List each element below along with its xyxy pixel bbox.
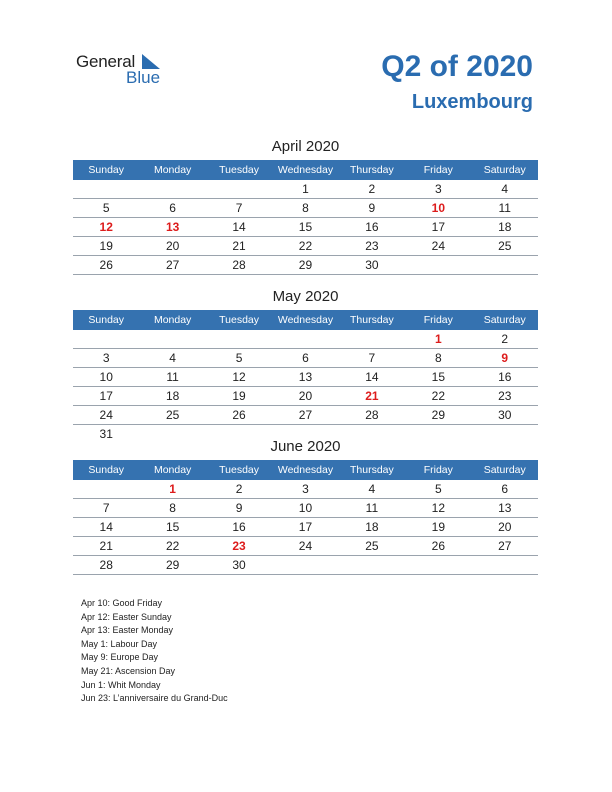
weekday-label: Sunday (88, 464, 125, 476)
holiday-date: 21 (365, 389, 379, 403)
holiday-date: 12 (99, 220, 113, 234)
day-cell (206, 330, 272, 348)
day-cell: 16 (498, 370, 512, 384)
day-cell (339, 556, 405, 574)
month-calendar (73, 286, 538, 443)
day-cell (472, 556, 538, 574)
weekday-label: Friday (423, 314, 453, 326)
day-cell (339, 330, 405, 348)
day-cell: 22 (298, 239, 313, 253)
day-cell: 25 (498, 239, 512, 253)
day-cell: 24 (298, 539, 313, 553)
weekday-label: Wednesday (277, 464, 334, 476)
day-cell: 24 (99, 408, 113, 422)
day-cell: 2 (235, 482, 243, 496)
week-row (73, 518, 538, 537)
day-cell: 27 (498, 539, 512, 553)
day-cell: 22 (165, 539, 180, 553)
weekday-label: Sunday (88, 164, 125, 176)
day-cell (73, 480, 139, 498)
day-cell: 27 (298, 408, 313, 422)
weekday-label: Thursday (350, 314, 394, 326)
week-row (73, 349, 538, 368)
holiday-list-item: May 1: Labour Day (81, 638, 158, 649)
day-cell: 31 (99, 427, 113, 441)
country-name: Luxembourg (411, 91, 533, 113)
day-cell: 28 (232, 258, 246, 272)
holiday-date: 23 (232, 539, 246, 553)
day-cell: 18 (498, 220, 512, 234)
week-row (73, 537, 538, 556)
day-cell (73, 180, 139, 198)
day-cell: 21 (99, 539, 113, 553)
day-cell: 19 (99, 239, 113, 253)
page-title: Q2 of 2020 (381, 50, 533, 83)
day-cell: 20 (298, 389, 313, 403)
weekday-label: Saturday (483, 164, 526, 176)
weekday-label: Saturday (483, 314, 526, 326)
day-cell: 6 (302, 351, 309, 365)
day-cell: 5 (102, 201, 110, 215)
day-cell: 15 (165, 520, 180, 534)
day-cell: 29 (431, 408, 445, 422)
day-cell: 2 (368, 182, 376, 196)
weekday-header (73, 460, 538, 480)
day-cell: 28 (99, 558, 113, 572)
weekday-label: Friday (423, 164, 453, 176)
day-cell: 14 (232, 220, 246, 234)
week-row (73, 480, 538, 499)
weekday-label: Wednesday (277, 314, 334, 326)
weekday-label: Tuesday (219, 464, 259, 476)
day-cell: 16 (365, 220, 379, 234)
weekday-label: Thursday (350, 164, 394, 176)
weekday-header (73, 310, 538, 330)
weekday-label: Monday (153, 314, 192, 326)
day-cell: 17 (99, 389, 113, 403)
day-cell: 11 (498, 201, 511, 215)
day-cell: 11 (365, 501, 379, 515)
day-cell: 30 (232, 558, 246, 572)
day-cell: 26 (431, 539, 445, 553)
day-cell: 26 (232, 408, 246, 422)
weekday-label: Tuesday (219, 314, 259, 326)
week-row (73, 556, 538, 575)
day-cell: 9 (368, 201, 376, 215)
day-cell: 20 (498, 520, 512, 534)
weekday-label: Wednesday (277, 164, 334, 176)
holiday-date: 10 (431, 201, 445, 215)
day-cell (472, 256, 538, 274)
day-cell: 17 (431, 220, 445, 234)
day-cell: 3 (302, 482, 309, 496)
weekday-label: Sunday (88, 314, 125, 326)
month-title: June 2020 (270, 438, 341, 455)
week-row (73, 180, 538, 199)
day-cell (272, 556, 338, 574)
week-row (73, 406, 538, 425)
day-cell: 27 (165, 258, 180, 272)
holiday-list-item: May 21: Ascension Day (81, 665, 176, 676)
holiday-list-item: Apr 10: Good Friday (81, 598, 163, 608)
day-cell: 28 (365, 408, 379, 422)
day-cell: 5 (434, 482, 442, 496)
month-calendar (73, 136, 538, 275)
day-cell: 8 (169, 501, 176, 515)
logo-text-general: General (76, 52, 136, 71)
weekday-label: Thursday (350, 464, 394, 476)
day-cell (272, 330, 338, 348)
day-cell: 6 (169, 201, 176, 215)
day-cell: 13 (498, 501, 512, 515)
day-cell (405, 256, 471, 274)
day-cell: 19 (232, 389, 246, 403)
weekday-header (73, 160, 538, 180)
day-cell: 4 (501, 182, 509, 196)
month-calendar (73, 436, 538, 575)
day-cell: 9 (235, 501, 243, 515)
weekday-label: Monday (153, 464, 192, 476)
day-cell: 18 (365, 520, 379, 534)
day-cell: 7 (368, 351, 376, 365)
day-cell (206, 180, 272, 198)
month-title: April 2020 (271, 138, 340, 155)
holiday-date: 1 (434, 332, 442, 346)
day-cell (139, 330, 205, 348)
holiday-list-item: Jun 23: L’anniversaire du Grand-Duc (81, 693, 228, 704)
holiday-list-item: Apr 12: Easter Sunday (81, 611, 172, 622)
weekday-label: Saturday (483, 464, 526, 476)
day-cell: 14 (99, 520, 113, 534)
week-row (73, 237, 538, 256)
day-cell: 3 (102, 351, 110, 365)
week-row (73, 330, 538, 349)
day-cell: 4 (169, 351, 176, 365)
day-cell: 3 (434, 182, 442, 196)
day-cell: 24 (431, 239, 445, 253)
holiday-list-item: May 9: Europe Day (81, 652, 159, 663)
day-cell: 1 (302, 182, 309, 196)
day-cell: 22 (431, 389, 445, 403)
week-row (73, 218, 538, 237)
week-row (73, 256, 538, 275)
day-cell: 18 (165, 389, 180, 403)
day-cell: 6 (501, 482, 509, 496)
day-cell (139, 180, 205, 198)
day-cell: 5 (235, 351, 243, 365)
month-title: May 2020 (272, 288, 339, 305)
day-cell: 15 (298, 220, 313, 234)
day-cell: 30 (498, 408, 512, 422)
brand-logo (76, 52, 176, 88)
week-row (73, 387, 538, 406)
holiday-date: 13 (165, 220, 180, 234)
weekday-label: Friday (423, 464, 453, 476)
holiday-date: 1 (169, 482, 176, 496)
day-cell (405, 556, 471, 574)
day-cell: 23 (365, 239, 379, 253)
day-cell: 8 (434, 351, 442, 365)
week-row (73, 368, 538, 387)
day-cell: 2 (501, 332, 509, 346)
day-cell: 12 (232, 370, 246, 384)
week-row (73, 199, 538, 218)
day-cell (73, 330, 139, 348)
day-cell: 15 (431, 370, 445, 384)
day-cell: 25 (365, 539, 379, 553)
day-cell: 17 (298, 520, 313, 534)
weekday-label: Tuesday (219, 164, 259, 176)
day-cell: 19 (431, 520, 445, 534)
day-cell: 12 (431, 501, 445, 515)
day-cell: 7 (235, 201, 243, 215)
day-cell: 16 (232, 520, 246, 534)
day-cell: 30 (365, 258, 379, 272)
holiday-date: 9 (501, 351, 509, 365)
day-cell: 7 (102, 501, 110, 515)
day-cell: 10 (298, 501, 313, 515)
holiday-list-item: Jun 1: Whit Monday (81, 679, 161, 690)
holiday-list-item: Apr 13: Easter Monday (81, 625, 174, 636)
day-cell: 10 (99, 370, 113, 384)
day-cell: 29 (298, 258, 313, 272)
weekday-label: Monday (153, 164, 192, 176)
day-cell: 23 (498, 389, 512, 403)
day-cell: 13 (298, 370, 313, 384)
day-cell: 20 (165, 239, 180, 253)
day-cell: 4 (368, 482, 376, 496)
day-cell: 21 (232, 239, 246, 253)
day-cell: 14 (365, 370, 379, 384)
day-cell: 25 (165, 408, 180, 422)
day-cell: 29 (165, 558, 180, 572)
week-row (73, 499, 538, 518)
day-cell: 26 (99, 258, 113, 272)
holiday-list (81, 597, 228, 706)
logo-text-blue: Blue (126, 68, 161, 87)
day-cell: 8 (302, 201, 309, 215)
logo-flag-icon (142, 54, 160, 69)
day-cell: 11 (166, 370, 179, 384)
